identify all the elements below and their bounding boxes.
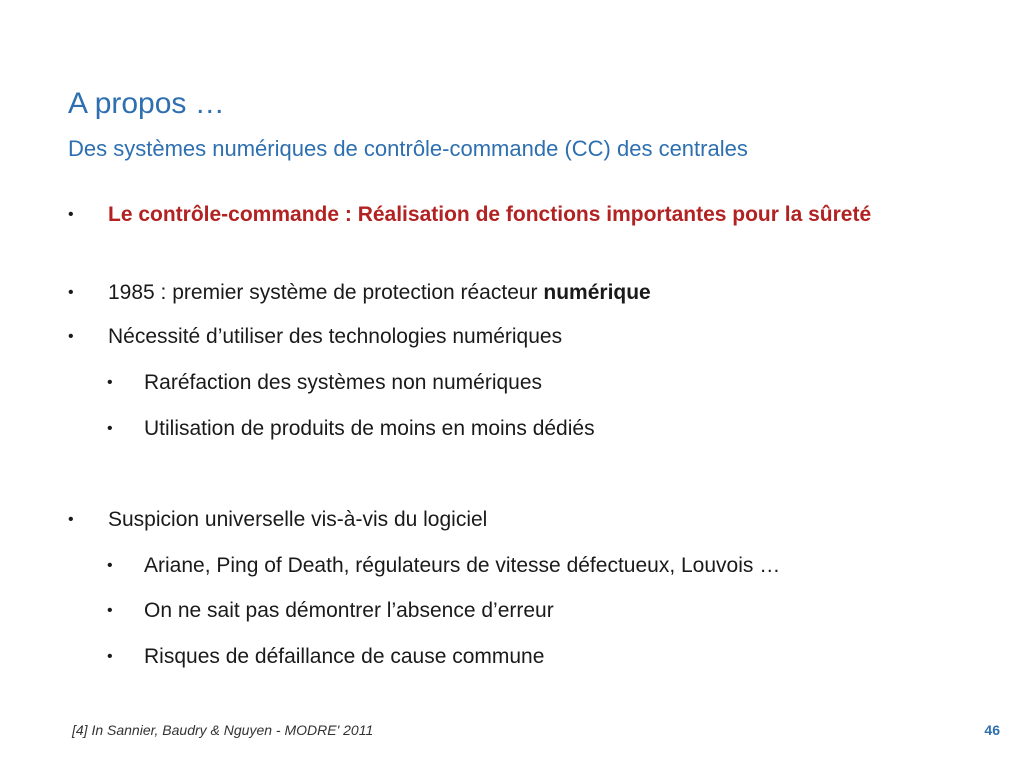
- bullet-1985: [68, 276, 948, 309]
- bullet-icon: •: [107, 602, 113, 619]
- footer-reference: [4] In Sannier, Baudry & Nguyen - MODRE' 2011: [72, 722, 374, 738]
- page-number: 46: [984, 722, 1000, 738]
- bullet-icon: •: [107, 557, 113, 574]
- bullet-icon: •: [107, 420, 113, 437]
- bullet-text: Suspicion universelle vis-à-vis du logiciel: [108, 508, 488, 531]
- bullet-text: Le contrôle-commande : Réalisation de fonctions importantes pour la sûreté: [108, 203, 872, 226]
- slide-subtitle: Des systèmes numériques de contrôle-commande (CC) des centrales: [68, 136, 748, 161]
- bullet-icon: •: [68, 511, 74, 528]
- bullet-text-emphasis: numérique: [543, 281, 651, 304]
- bullet-icon: •: [107, 374, 113, 391]
- bullet-digital-necessity: [68, 320, 948, 353]
- sub-bullet: [107, 549, 944, 582]
- bullet-icon: •: [68, 328, 74, 345]
- sub-bullet-text: Raréfaction des systèmes non numériques: [144, 371, 543, 394]
- bullet-text: [108, 276, 948, 309]
- bullet-cc-functions: [68, 198, 948, 231]
- bullet-icon: •: [107, 648, 113, 665]
- sub-bullet-text: Risques de défaillance de cause commune: [144, 645, 545, 668]
- sub-bullet-text: Ariane, Ping of Death, régulateurs de vitesse défectueux, Louvois …: [144, 554, 781, 577]
- sub-bullet: [107, 412, 944, 445]
- bullet-icon: •: [68, 284, 74, 301]
- slide-title: A propos …: [68, 87, 225, 120]
- bullet-software-suspicion: [68, 503, 948, 536]
- sub-bullet-text: On ne sait pas démontrer l’absence d’erreur: [144, 599, 554, 622]
- sub-bullet: [107, 594, 944, 627]
- bullet-text-plain: 1985 : premier système de protection réacteur: [108, 281, 544, 304]
- sub-bullet-text: Utilisation de produits de moins en moins dédiés: [144, 417, 595, 440]
- bullet-icon: •: [68, 206, 74, 223]
- sub-bullet: [107, 366, 944, 399]
- sub-bullet: [107, 640, 944, 673]
- bullet-text: Nécessité d’utiliser des technologies numériques: [108, 325, 563, 348]
